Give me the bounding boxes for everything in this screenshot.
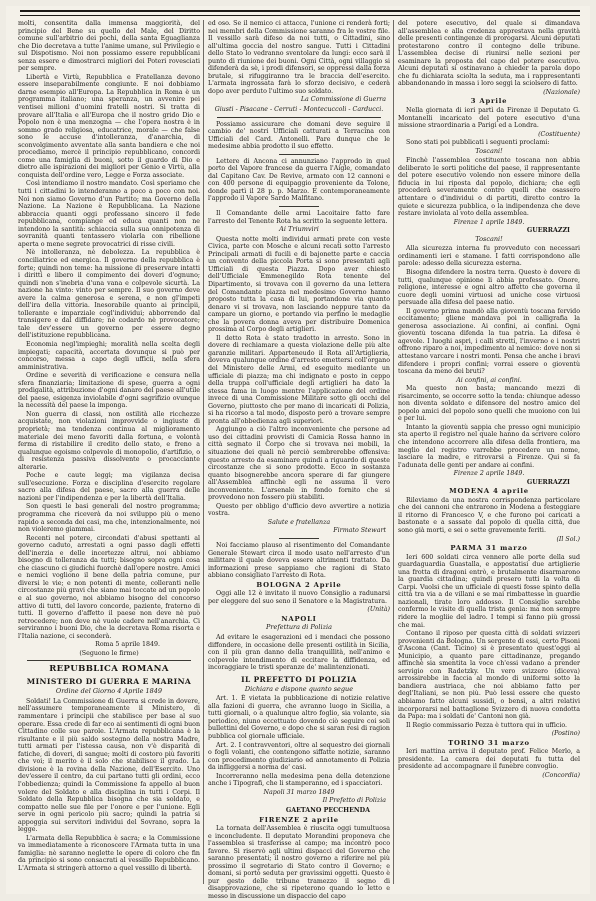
paragraph: ed oso. Se il nemico ci attacca, l'unione ci renderà forti; nei membri della Commissione saranno fra le vostre file. Il vessillo sarà difeso da noi tutti, o Cittadini, sino all'ultima goccia del nostro sangue. Tutti i Cittadini dello Stato lo vedranno sventolare da lungi: ecco sarà il punto di riunione dei buoni. Ogni Città, ogni villaggio si difenderà da sè, i prodi difensori, se oppressi dalla forza brutale, si rifuggiranno tra le braccia dell'esercito. L'armata ingrossata farà lo sforzo decisivo, e cederà dopo aver perduto l'ultimo suo soldato. <box>208 20 390 95</box>
signature-note: (Seguono le firme) <box>79 649 139 657</box>
separator <box>279 154 319 155</box>
paragraph: molti, consentita dalla immensa maggiorità, del principio del Bene su quello del Male, del Diritto comune sull'arbitrio dei pochi, della santa Eguaglianza che Dio decretava a tutte l'anime umane, sul Privilegio e sul Dispotismo. Noi non possiamo essere repubblicani senza essere e dimostrarci migliori dei Poteri rovesciati per sempre. <box>18 20 200 73</box>
paragraph: Lettere di Ancona ci annunziano l'approdo in quel porto del Vapore francese da guerra l'Aigle, comandato dal Capitano Cav. De Revive, armato con 12 cannoni e con 400 persone di equipaggio proveniente da Tolone, donde partì il 28 p. p. Marzo. E contemporaneamente l'approdo il Vapore Sardo Malfitano. <box>208 157 390 203</box>
paragraph: Economia negl'impieghi; moralità nella scelta degli impiegati; capacità, accertata dovunque si può per concorso, messa a capo degli ufficii, nella sfera amministrativa. <box>18 340 200 371</box>
source-note: (Postino) <box>551 730 580 738</box>
paragraph: Intanto la gioventù sappia che presso ogni municipio sta aperto il registro nel quale hanno da scrivere coloro che intendono accorrere alla difesa della frontiera, ma meglio del registro varrebbe procedere un nome, lasciare la madre, e ritrovarsi a Firenze. Qui si fa l'adunata delle genti per andare ai confini. <box>398 423 580 469</box>
separator <box>279 538 319 539</box>
dateline-heading: PARMA 31 marzo <box>450 544 528 553</box>
paragraph: Ma questo non basta; mancando mezzi di risarcimento, se occorre sotto la tenda: chiunque adesso non diventa soldato e difensore del nostro amico del popolo amici del popolo sono quelli che muoiono con lui e per lui. <box>398 385 580 423</box>
paragraph: Ai confini, ai confini. <box>456 376 522 384</box>
dateline-heading: MODENA 4 aprile <box>449 487 529 496</box>
paragraph: Noi facciamo plauso al risentimento del Comandante Generale Stewart circa il modo usato nell'arresto d'un milittare il quale doveva essere altrimenti trattato. Da informazioni prese sappiamo che ragioni di Stato abbiano consigliato l'arresto di Rota. <box>208 542 390 580</box>
section-subheading: MINISTERO DI GUERRA E MARINA <box>26 677 192 687</box>
newspaper-page <box>6 6 590 900</box>
column-1 <box>18 20 200 886</box>
paragraph: La tornata dell'Assemblea è riuscita oggi tumultuosa e inconcludente. Il deputato Morandini proponeva che l'assemblea si trasferisse al campo; ma incontrò poco favore. Si riservò agli ultimi dispacci del Governo che saranno presentati; il nostro governo a riferire nel più prossimo il segretario di Stato contro il Governo; e domani, si portò seduta per gravissimi oggetti. Questo è pur gesto delle tribune tramezzo il segno di disapprovazione, che si ripeterono quando lo letto e messo in discussione un dispaccio del capo <box>208 825 390 900</box>
paragraph: Nè intolleranza, nè debolezza. La repubblica è conciliatrice ed energica. Il governo della repubblica è forte; quindi non teme: ha missione di preservare intatti i diritti e libero il compimento dei doveri d'ognuno; quindi non s'inebria d'una vana e colpevole sicurtà. La nazione ha vinto: vinto per sempre. Il suo governo deve avere la calma generosa e serena, e non gl'impeti dell'ira della vittoria. Inesorabile quanto ai principii, tollerante e imparziale cogl'individui; abborrendo dal transigere e dal diffidare; nè codardo nè provocatore; tale dev'essere un governo per essere degno dell'istituzione repubblicana. <box>18 249 200 340</box>
signature-name: GAETANO PECCHENDA <box>285 806 370 814</box>
paragraph: Aggiungo a ciò l'altro inconveniente che persone ad uso dei cittadini provvisti di Camicia Rossa hanno in città segnato il Corpo che si trovava nei mobili, la situazione dei quali nè perciò sembrerebbe offensiva: questo arresto da esaminare quindi a riguardo di queste circostanze che si sono prodotte. Ecco in sostanza quanto bisognerebbe ancora sperare di far giungere all'Assemblea affinchè egli ne assuma il vero inconveniente. L'arsenale in fondo fornito che si provvedono non fossero più stabiliti. <box>208 426 390 502</box>
section-heading: REPUBBLICA ROMANA <box>49 664 169 675</box>
paragraph: Bisogna difendere la nostra terra. Questo è dovere di tutti, qualunque opinione li abbia professato. Onore, religione, interesse e ogni altro affetto che governa il cuore degli uomini virtuosi ad uniche cose virtuosi persuade alla difesa del paese natio. <box>398 268 580 307</box>
dateline-heading: 3 Aprile <box>470 97 508 106</box>
dateline: Firenze 2 aprile 1849. <box>453 470 525 478</box>
separator <box>217 117 381 118</box>
paragraph: Il detto Rota è stato tradotto in arresto. Sono in dovere di rechiamare a questa violazione delle più alte garanzie militari. Apparteneudo il Rota all'Artiglieria, doveva qualunque ordine d'arresto emettersi coll'organo del Ministero delle Armi, ed eseguito mediante un ufficiale di piazza; ma chi indignato e posto in ceppo della truppa coll'ufficiale degli artiglieri ha dato la stessa fama in luogo mentre l'applicazione del ordine invece di una Commissione Militare sotto gli occhi del Governo, piuttosto che per mano di incaricati di Polizia, si ha ricorso a tal modo, disposto però a trovare sempre pronta all'obbedienza agli superiori. <box>208 334 390 425</box>
signature: Firmato Stewart <box>333 527 386 535</box>
paragraph: Il Regio commissario Pezza è tuttora qui in ufficio. <box>406 721 568 729</box>
paragraph: Sono stati poi pubblicati i seguenti proclami: <box>406 139 550 147</box>
paragraph: Incorreranno nella medesima pena della detenzione anche i Tipografi, che li stamperanno, ed i spacciatori. <box>208 772 390 788</box>
paragraph: Nella giornata di ieri partì da Firenze il Deputato G. Montanelli incaricato del potere esecutivo d'una missione straordinaria a Parigi ed a Londra. <box>398 107 580 130</box>
paragraph: Art. 1. È vietata la pubblicazione di notizie relative alla fazioni di guerra, che avranno luogo in Sicilia, a tutti giornali, o a qualunque altro foglio, sia volante, sia periodico, niuno eccettuato dovendo ciò seguire coi soli bullettini del Governo, e dopo che si saran resi di ragion pubblica col giornale ufficiale. <box>208 695 390 741</box>
proclamation-address: Toscani! <box>475 146 503 155</box>
paragraph: Alla sicurezza interna fu provveduto con necessari ordinamenti ieri e stamane. I fatti corrispondono alle parole: adesso della sicurezza esterna. <box>398 245 580 268</box>
signature-names: Giusti - Pisacane - Cerruti - Montecuccoli - Carducci. <box>214 106 384 114</box>
top-rule <box>20 10 580 16</box>
paragraph: Soldati! La Commissione di Guerra si crede in dovere, nell'assumere temporaneamente il Ministero, di rammentare i principii che stabilisce per base al suo operare. Essa crede di far eco ai sentimenti di ogni buon Cittadino colle sue parole. L'Armata repubblicana è la risultante e il più saldo sostegno della nostra Madre, tutti armati per l'istessa causa, non v'è disparità di fatiche, di doveri, di sangue; molti di costoro più favoriti che voi; il merito è il solo che stabilisce il grado. La divisione è la rovina della Nazione, dell'Esercito. Uno dev'essere il centro, da cui partano tutti gli ordini, ecco l'obbedienza; quindi la Commissione fa appello al buon volere del Soldato e alla disciplina in tutti i Corpi. Il Soldato della Repubblica bisogna che sia soldato, e compatto nelle sue file per l'onore e per l'unione. Egli serve in ogni pericolo più sacro; quindi la patria si appoggia sui servitori individui del Sovrano, sopra la legge. <box>18 697 200 834</box>
column-3 <box>398 20 580 886</box>
source-note: (Unità) <box>367 606 390 614</box>
signature-name: GUERRAZZI <box>526 227 570 235</box>
paragraph: Non guerra di classi, non ostilità alle ricchezze acquistate, non violazioni improvvide o ingiuste di proprietà; ma tendenza continua al miglioramento materiale dei meno favoriti dalla fortuna, e volontà ferma di ristabilire il credito dello stato, e freno a qualunque egoismo colpevole di monopolio, d'artifizio, o di resistenza passiva dissolvente o procacciante alterarie. <box>18 410 200 471</box>
dateline-heading: NAPOLI <box>281 614 317 623</box>
letter-address: Ai Triumviri <box>279 225 319 234</box>
column-divider <box>393 20 394 884</box>
decree-subtitle: Dichiara e dispone quanto segue <box>244 684 354 693</box>
paragraph: Oggi alle 12 è invitato il nuovo Consiglio a radunarsi per eleggere del suo seno il Senatore e la Magistratura. <box>208 590 390 605</box>
paragraph: Son questi le basi generali del nostro programma; programma che riceverà da noi sviluppo più o meno rapido a seconda dei casi, ma che, intenzionalmente, noi non violeremo giammai. <box>18 503 200 534</box>
signature-name: GUERRAZZI <box>526 478 570 486</box>
proclamation-address: Toscani! <box>475 234 503 243</box>
dateline: Napoli 31 marzo 1849 <box>263 788 335 796</box>
paragraph: Finchè l'assemblea costituente toscana non abbia deliberato le sorti politiche del paese, il rappresentante del potere esecutivo volendo non essere minore della fiducia in lui riposta dal popolo, dichiara; che egli procederà severamente contro quelli che osassero attentare o d'individui o di partiti, diretto contro la quiete e sicurezza pubblica, o la indipendenza che deve restare inviolata al voto della assemblea. <box>398 157 580 218</box>
source-note: (Nazionale) <box>543 88 580 96</box>
separator <box>27 660 191 661</box>
source-note: (Il Sol.) <box>556 535 580 543</box>
dateline-heading: FIRENZE 2 aprile <box>259 815 339 824</box>
dateline: Roma 5 aprile 1849. <box>95 641 160 649</box>
paragraph: Ordine e severità di verificazione e censura nella sfera finanziaria; limitazione di spese, guerra a ogni prodigalità, attribuzione d'ogni danaro del paese all'utile del paese, esigenza inviolabile d'ogni sagrifizio ovunque la necessità del paese la imponga. <box>18 372 200 410</box>
dateline: Firenze 1 aprile 1849. <box>453 218 525 226</box>
paragraph: L'armata della Repubblica è sacra; e la Commissione va immediatamente a riconoscere l'Armata tutta in una famiglia: nè saranno neglette le opere di coloro che fin da principio si sono consacrati al vessillo Repubblicano. L'Armata si stringerà attorno a quel vessillo di libertà. <box>18 834 200 872</box>
paragraph: Rileviamo da una nostra corrispondenza particolare che dei cannoni che entrarono in Modena a festeggiare il ritorno di Francesco V, e che furono poi caricati a bastonate e a sassate dal popolo di quella città, due sono già morti, e sei o sette gravemente feriti. <box>398 496 580 534</box>
source-note: (Concordia) <box>542 771 580 779</box>
paragraph: Contano il riposo per questa città di soldati svizzeri provenienti da Bologna. Un sergente di essi, certo Pisoni d'Ascona (Cant. Ticino) si è presentato quest'oggi al Municipio, a quanto pare cittadinanze, pregando affinchè sia smentita la voce ch'essi vadano a prender servigio con Radetzky. Un vero svizzero (diceva) arrossirebbe in faccia al mondo di uniformi sotto la bandiera austriaca, che noi abbiamo fatto per degl'Italiani, se non più. Può lessi essere che questo abbiamo fatto alcuni sussidi, o bensì, a altri relativi incorporarsi nel battaglione Svizzero di nuova condotta da Papa: ma i soldati de' Cantoni non già. <box>398 630 580 721</box>
source-note: (Costituente) <box>538 130 580 138</box>
paragraph: Così intendiamo il nostro mandato. Così speriamo che tutti i cittadini lo intenderanno a poco a poco con noi. Noi non siamo Governo d'un Partito; ma Governo della Nazione. La Nazione è Repubblicana. La Nazione abbraccia quanti oggi professano sincero il fede repubblicana, compiange ed educa quanti non ne intendono la santità: schiaccia sulla sua onnipotenza di sovranità quanti tentassero violarla con ribellione aperta o mene segrete provocatrici di risse civili. <box>18 180 200 248</box>
closing: Salute e fratellanza <box>267 518 331 526</box>
paragraph: Ieri 600 soldati circa vennero alle porte della sud guardaguardia Guastalla, e appostatisi due artiglierie una frotta di dragoni entrò, e brutalmente disarmarono la guardia cittadina; quindi presero tutti la volta di Carpi. Vuolsi che un ufficiale di questi fosse spinto della città tra via a de villani e se mai rimbattesse in guardie nazionali, tirate loro addosso. Il Consiglio sarebbe confermo le visite di quella trista genia: ma non sempre ridere la mogliie del ladro. I tempi si fanno più grossi che mai. <box>398 553 580 629</box>
paragraph: Ad evitare le esagerazioni ed i mendaci che possono diffondere, in occasione delle presenti ostilità in Sicilia, con il più gran danno della tranquillità, nell'animo e colpevole intendimento di eccitare la diffidenza, ed incoraggiare le tristi speranze de' malintenzionati. <box>208 634 390 672</box>
paragraph: Possiamo assicurare che domani deve seguire il cambio de' nostri Ufficiali catturati a Terracina con Ufficiali del Card. Antonelli. Pare dunque che le medesime abbia prodotto il suo effetto. <box>208 120 390 151</box>
paragraph: Libertà e Virtù, Repubblica e Fratellanza devono essere inseparabilmente congiunte. E noi dobbiamo darne esempio all'Europa. La Repubblica in Roma è un programma italiano; una speranza, un avvenire pei ventisei milioni d'uomini fratelli nostri. Si tratta di provare all'Italia e all'Europa che il nostro grido Dio e Popolo non è una menzogna — che l'opera nostra è in sommo grado religiosa, educatrice, morale — che false sono le accuse d'intolleranza, d'anarchia, di sconvolgimento avventate alla santa bandiera e che noi procediamo, mercè il principio repubblicano, concordi come una famiglia di buoni, sotto il guardo di Dio e dietro alle ispirazioni dei migliori per Genio e Virtù, alla conquista dell'ordine vero, Legge e Forza associate. <box>18 73 200 179</box>
paragraph: Il governo prima mandò alla gioventù toscana fervido eccitamento; gliene mandava poi in calligrafia la generosa associazione. Ai confini, ai confini. Ogni gioventù toscana difenda la tua patria. La difesa è agevole. I luoghi aspri, i calli stretti, l'inverno e i nostri offrono riparo a noi, impedimento al nemico: dove non si attestano varcare i nostri monti. Pensa che anche i bravi difendere i propri confini; vorrai essere o gioventù toscana da meno dei bruti? <box>398 307 580 376</box>
paragraph: Ieri mattina arriva il deputato prof. Felice Merlo, a presidente. La camera dei deputati fu tutta del presidente ad accompagnare il funebre convoglio. <box>398 748 580 771</box>
column-2 <box>208 20 390 900</box>
signature-title: Il Prefetto di Polizia <box>322 797 386 805</box>
paragraph: del potere esecutivo, del quale si dimandava all'assemblea e alla credenza apprestava nella gravità delle presenti contingenze di prorogarsi. Alcuni deputati protestarono contro il contegno delle tribune. L'assemblea decise di riunirsi nelle sezioni per esaminare la proposta del capo del potere esecutivo. Alcuni deputati si ostinavano a chieder la parola dopo che fu dichiarata sciolta la seduta, ma i rappresentanti abbandonando in massa i loro seggi la sciolsero di fatto. <box>398 20 580 88</box>
paragraph: Recenti nel potere, circondati d'abusi spettanti al governo caduto, arrestati a ogni passo dagli effetti dell'inerzia e delle incertezze altrui, noi abbiamo bisogno di tolleranza da tutti; bisogno sopra ogni cosa che ciascuno ci giudichi fuorchè dall'opere nostre. Amici e nemici vogliono il bene della patria comune, pur diversi le vie; e non potenti di mente, colleranti nelle circostanze più gravi che siano mai toccate ad un popolo e al suo governo, noi abbiamo bisogno del concorso attivo di tutti, del lavoro concorde, paziente, fraterno di tutti. Il governo d'affetto il paese non deve nè può retrocedere; non deve nè vuole cadere nell'anarchia. Ci serviranno i buoni Dio, che la decretava Roma risorta e l'Italia nazione, ci seconderà. <box>18 534 200 640</box>
paragraph: Questa notte molti individui armati prete con veste Civica, parte con Mosche e alcuni recati sotto l'arresto Principali armati di fucili e di bajonette parte e caccia un convento della piccola Porta si sono presentati agli Ufficiali di questa Piazza. Dopo aver chiesto dell'Ufficiale Emmenegildo Rota tenente del Dipartimento, si trovava con il governo da una lettera del Comandante piazza nel medesimo Governo hanno proposto tutta la casa di lui, portandone via quanto denaro vi si trovava, non lasciando neppure tanto da campare un giorno, e portando via perfino le medaglie che la povera donna aveva per distribuire Domenica prossima al Corpo degli artiglieri. <box>208 235 390 334</box>
paragraph: Questo per obbligo d'ufficio devo avvertire a notizia vostra. <box>208 502 390 518</box>
order-of-day-title: Ordine del Giorno 4 Aprile 1849 <box>55 687 163 696</box>
section-heading: IL PREFETTO DI POLIZIA <box>241 674 357 684</box>
paragraph: Art. 2. I contravventori, oltre al sequestro dei giornali o fogli volanti, che contengono siffatte notizie, saranno con procedimento giudiziario ed annotamento di Polizia da infliggersi a norma de' casi. <box>208 741 390 772</box>
paragraph: Il Comandante delle armi Lacoitaire fatto fare l'arresto del Tenente Rota ha scritto la seguente lettera. <box>208 210 390 225</box>
paragraph: Poche e caute leggi; ma vigilanza decisa sull'esecuzione. Forza e disciplina d'esercito regolare sacro alla difesa del paese, sacro alla guerra delle nazioni per l'indipendenza e per la libertà dell'Italia. <box>18 472 200 502</box>
signature: La Commissione di Guerra <box>300 96 386 104</box>
column-divider <box>203 20 204 884</box>
office-title: Prefettura di Polizia <box>266 623 332 632</box>
dateline-heading: TORINO 31 marzo <box>448 738 530 747</box>
dateline-heading: BOLOGNA 2 Aprile <box>256 580 342 589</box>
separator <box>279 206 319 207</box>
